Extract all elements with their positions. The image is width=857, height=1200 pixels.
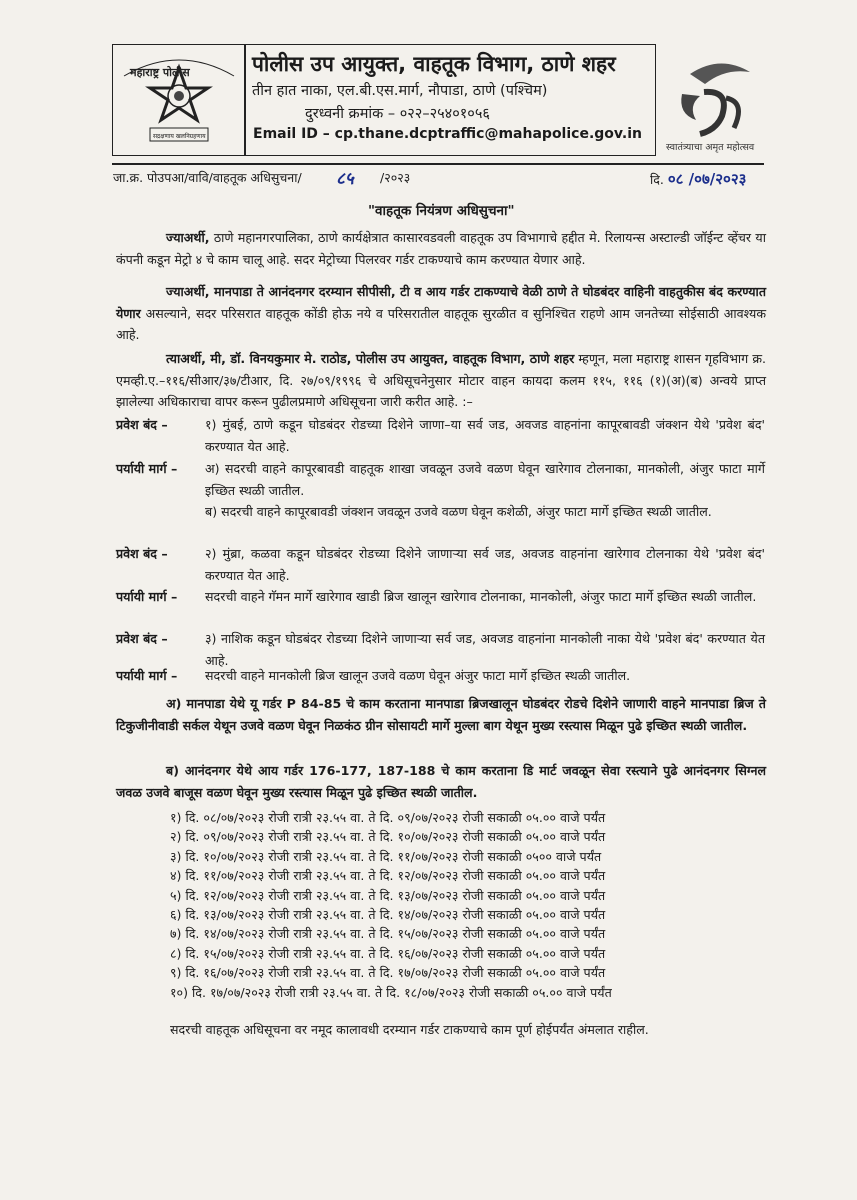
office-phone: दुरध्वनी क्रमांक – ०२२–२५४०१०५६ [305,106,490,122]
row-7-label: पर्यायी मार्ग – [116,668,178,683]
letterhead-divider [244,44,246,156]
schedule-item: ९) दि. १६/०७/२०२३ रोजी रात्री २३.५५ वा. ते दि. १७/०७/२०२३ रोजी सकाळी ०५.०० वाजे पर्यंत [170,965,606,981]
reference-number: ८५ [336,169,354,189]
paragraph-3 [116,348,766,413]
reference-prefix: जा.क्र. पोउपआ/वावि/वाहतूक अधिसुचना/ [113,170,302,185]
paragraph-2-lead: ज्याअर्थी, मानपाडा ते आनंदनगर दरम्यान सीपीसी, टी व आय गर्डर टाकण्याचे वेळी ठाणे ते घोडबंदर वाहिनी वाहतुकीस बंद करण्यात येणार [116,284,766,321]
footer-note: सदरची वाहतूक अधिसूचना वर नमूद कालावधी दरम्यान गर्डर टाकण्याचे काम पूर्ण होईपर्यंत अंमलात राहील. [170,1022,649,1037]
row-2-text: अ) सदरची वाहने कापूरबावडी वाहतूक शाखा जवळून उजवे वळण घेवून खारेगाव टोलनाका, मानकोली, अंजुर फाटा मार्गे इच्छित स्थळी जातील. [205,461,765,498]
notice-date [650,169,746,189]
paragraph-1-text: ठाणे महानगरपालिका, ठाणे कार्यक्षेत्रात कासारवडवली वाहतूक उप विभागाचे हद्दीत मे. रिलायन्स अस्टाल्डी जॉईन्ट व्हेंचर या कंपनी कडून मेट्रो ४ चे काम चालू आहे. सदर मेट्रोच्या पिलरवर गर्डर टाकण्याचे काम करण्यात येणार आहे. [116,230,766,267]
schedule-item: ६) दि. १३/०७/२०२३ रोजी रात्री २३.५५ वा. ते दि. १४/०७/२०२३ रोजी सकाळी ०५.०० वाजे पर्यंत [170,907,606,923]
emblem-motto-text: सद्रक्षणाय खलनिग्रहणाय [153,133,206,140]
schedule-item: १) दि. ०८/०७/२०२३ रोजी रात्री २३.५५ वा. ते दि. ०९/०७/२०२३ रोजी सकाळी ०५.०० वाजे पर्यंत [170,810,606,825]
reference-year: /२०२३ [380,170,411,185]
paragraph-1-lead: ज्याअर्थी, [166,230,210,245]
paragraph-3-lead: त्याअर्थी, मी, डॉ. विनयकुमार मे. राठोड, पोलीस उप आयुक्त, वाहतूक विभाग, ठाणे शहर [166,351,575,366]
route-b: ब) आनंदनगर येथे आय गर्डर 176-177, 187-188 चे काम करताना डि मार्ट जवळून सेवा रस्त्याने पुढे आनंदनगर सिग्नल जवळ उजवे बाजूस वळण घेवून मुख्य रस्त्यास मिळून पुढे इच्छित स्थळी जातील. [116,763,766,800]
paragraph-1 [116,227,766,270]
date-prefix: दि. [650,172,664,187]
route-a: अ) मानपाडा येथे यू गर्डर P 84-85 चे काम करताना मानपाडा ब्रिजखालून घोडबंदर रोडचे दिशेने जाणारी वाहने मानपाडा ब्रिज ते टिकुजीनीवाडी सर्कल येथून उजवे वळण घेवून निळकंठ ग्रीन सोसायटी मार्गे मुल्ला बाग येथून मुख्य रस्त्यास मिळून पुढे इच्छित स्थळी जातील. [116,696,766,733]
row-1-label: प्रवेश बंद – [116,417,168,432]
row-1-text: १) मुंबई, ठाणे कडून घोडबंदर रोडच्या दिशेने जाणा–या सर्व जड, अवजड वाहनांना कापूरबावडी जंक्शन येथे 'प्रवेश बंद' करण्यात येत आहे. [205,417,765,454]
row-6-label: प्रवेश बंद – [116,631,168,646]
row-2-label: पर्यायी मार्ग – [116,461,178,476]
schedule-item: २) दि. ०९/०७/२०२३ रोजी रात्री २३.५५ वा. ते दि. १०/०७/२०२३ रोजी सकाळी ०५.०० वाजे पर्यंत [170,829,606,845]
schedule-item: ४) दि. ११/०७/२०२३ रोजी रात्री २३.५५ वा. ते दि. १२/०७/२०२३ रोजी सकाळी ०५.०० वाजे पर्यंत [170,868,606,884]
schedule-item: ८) दि. १५/०७/२०२३ रोजी रात्री २३.५५ वा. ते दि. १६/०७/२०२३ रोजी सकाळी ०५.०० वाजे पर्यंत [170,945,606,961]
row-7-text: सदरची वाहने मानकोली ब्रिज खालून उजवे वळण घेवून अंजुर फाटा मार्गे इच्छित स्थळी जातील. [205,668,631,683]
row-5-text: सदरची वाहने गॅमन मार्गे खारेगाव खाडी ब्रिज खालून खारेगाव टोलनाका, मानकोली, अंजुर फाटा मार्गे इच्छित स्थळी जातील. [205,589,757,604]
schedule-item: १०) दि. १७/०७/२०२३ रोजी रात्री २३.५५ वा. ते दि. १८/०७/२०२३ रोजी सकाळी ०५.०० वाजे पर्यंत [170,984,612,1000]
office-title: पोलीस उप आयुक्त, वाहतूक विभाग, ठाणे शहर [252,52,616,76]
emblem-top-text: महाराष्ट्र पोलीस [130,66,190,79]
maharashtra-police-emblem-icon [116,48,242,150]
office-email: Email ID – cp.thane.dcptraffic@mahapolice.gov.in [253,126,642,142]
row-6-text: ३) नाशिक कडून घोडबंदर रोडच्या दिशेने जाणाऱ्या सर्व जड, अवजड वाहनांना मानकोली नाका येथे 'प्रवेश बंद' करण्यात येत आहे. [205,631,765,668]
row-4-text: २) मुंब्रा, कळवा कडून घोडबंदर रोडच्या दिशेने जाणाऱ्या सर्व जड, अवजड वाहनांना खारेगाव टोलनाका येथे 'प्रवेश बंद' करण्यात येत आहे. [205,546,765,583]
office-address: तीन हात नाका, एल.बी.एस.मार्ग, नौपाडा, ठाणे (पश्चिम) [252,83,548,99]
paragraph-2 [116,281,766,346]
notice-title: "वाहतूक नियंत्रण अधिसुचना" [368,203,515,219]
schedule-item: ७) दि. १४/०७/२०२३ रोजी रात्री २३.५५ वा. ते दि. १५/०७/२०२३ रोजी सकाळी ०५.०० वाजे पर्यंत [170,926,606,942]
schedule-list [170,808,612,1002]
row-5-label: पर्यायी मार्ग – [116,589,178,604]
paragraph-3-text: म्हणून, मला महाराष्ट्र शासन गृहविभाग क्र. एमव्ही.ए.–११६/सीआर/३७/टीआर, दि. २७/०९/१९९६ चे अधिसूचनेनुसार मोटार वाहन कायदा कलम ११५, ११६ (१)(अ)(ब) अन्वये प्राप्त झालेल्या अधिकाराचा वापर करून पुढीलप्रमाणे अधिसूचना जारी करीत आहे. :– [116,351,766,409]
amrit-mahotsav-logo-icon [660,54,760,154]
schedule-item: ५) दि. १२/०७/२०२३ रोजी रात्री २३.५५ वा. ते दि. १३/०७/२०२३ रोजी सकाळी ०५.०० वाजे पर्यंत [170,887,606,903]
date-value: ०८ /०७/२०२३ [667,170,747,188]
row-3-text: ब) सदरची वाहने कापूरबावडी जंक्शन जवळून उजवे वळण घेवून कशेळी, अंजुर फाटा मार्गे इच्छित स्थळी जातील. [205,504,712,519]
row-4-label: प्रवेश बंद – [116,546,168,561]
header-rule [112,163,764,165]
paragraph-2-text: असल्याने, सदर परिसरात वाहतूक कोंडी होऊ नये व परिसरातील वाहतूक सुरळीत व सुनिश्चित राहणे आम जनतेच्या सोईसाठी आवश्यक आहे. [116,305,766,342]
logo-caption: स्वातंत्र्याचा अमृत महोत्सव [666,142,755,153]
schedule-item: ३) दि. १०/०७/२०२३ रोजी रात्री २३.५५ वा. ते दि. ११/०७/२०२३ रोजी सकाळी ०५०० वाजे पर्यंत [170,848,602,864]
